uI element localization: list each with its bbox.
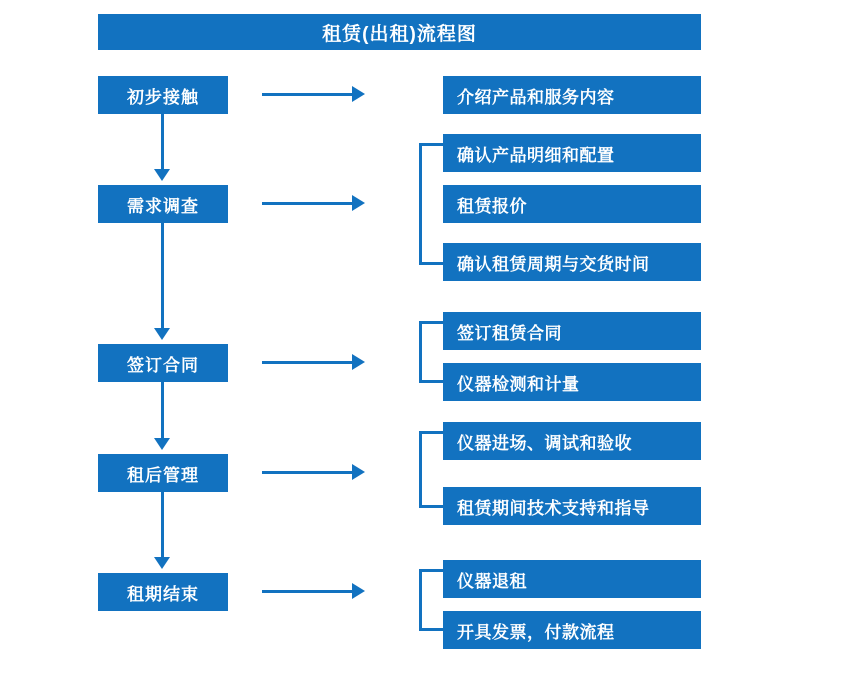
- stage-box-3[interactable]: 签订合同: [98, 344, 228, 382]
- vertical-connector-4-5: [161, 492, 164, 557]
- detail-box-5[interactable]: 签订租赁合同: [443, 312, 701, 350]
- vertical-arrow-head-1-2: [154, 169, 170, 181]
- vertical-connector-2-3: [161, 223, 164, 328]
- vertical-arrow-head-2-3: [154, 328, 170, 340]
- detail-box-3[interactable]: 租赁报价: [443, 185, 701, 223]
- horizontal-arrow-head-3: [352, 354, 365, 370]
- vertical-arrow-head-4-5: [154, 557, 170, 569]
- group-bracket-management: [419, 431, 443, 508]
- group-bracket-demand: [419, 143, 443, 265]
- stage-box-4[interactable]: 租后管理: [98, 454, 228, 492]
- stage-box-5[interactable]: 租期结束: [98, 573, 228, 611]
- vertical-connector-1-2: [161, 114, 164, 169]
- horizontal-connector-3: [262, 361, 352, 364]
- detail-box-4[interactable]: 确认租赁周期与交货时间: [443, 243, 701, 281]
- horizontal-connector-4: [262, 471, 352, 474]
- detail-box-7[interactable]: 仪器进场、调试和验收: [443, 422, 701, 460]
- detail-box-10[interactable]: 开具发票，付款流程: [443, 611, 701, 649]
- group-bracket-end: [419, 569, 443, 631]
- detail-box-2[interactable]: 确认产品明细和配置: [443, 134, 701, 172]
- horizontal-connector-2: [262, 202, 352, 205]
- vertical-connector-3-4: [161, 382, 164, 438]
- horizontal-connector-1: [262, 93, 352, 96]
- horizontal-arrow-head-4: [352, 464, 365, 480]
- vertical-arrow-head-3-4: [154, 438, 170, 450]
- stage-box-2[interactable]: 需求调查: [98, 185, 228, 223]
- detail-box-8[interactable]: 租赁期间技术支持和指导: [443, 487, 701, 525]
- horizontal-connector-5: [262, 590, 352, 593]
- diagram-title: 租赁(出租)流程图: [98, 14, 701, 50]
- group-bracket-contract: [419, 321, 443, 383]
- detail-box-6[interactable]: 仪器检测和计量: [443, 363, 701, 401]
- horizontal-arrow-head-2: [352, 195, 365, 211]
- horizontal-arrow-head-5: [352, 583, 365, 599]
- horizontal-arrow-head-1: [352, 86, 365, 102]
- detail-box-9[interactable]: 仪器退租: [443, 560, 701, 598]
- stage-box-1[interactable]: 初步接触: [98, 76, 228, 114]
- detail-box-1[interactable]: 介绍产品和服务内容: [443, 76, 701, 114]
